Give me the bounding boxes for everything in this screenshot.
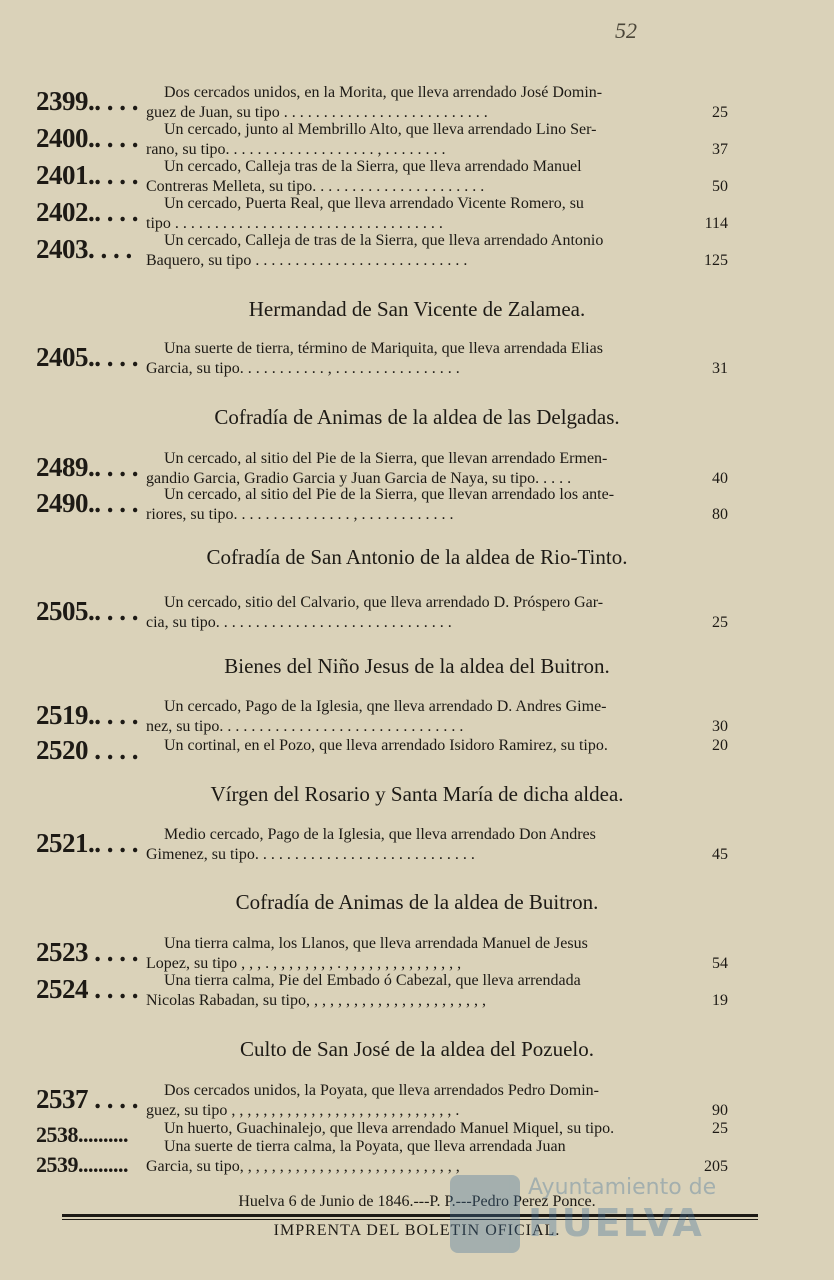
section-heading: Hermandad de San Vicente de Zalamea. (248, 297, 586, 321)
entry-amount: 20 (712, 737, 728, 754)
entry-text-line1: Una suerte de tierra calma, la Poyata, que lleva arrendada Juan (164, 1138, 566, 1155)
entry-text-line2: guez de Juan, su tipo . . . . . . . . . . . . . . . . . . . . . . . . . . (146, 104, 488, 121)
section-heading: Bienes del Niño Jesus de la aldea del Buitron. (224, 654, 610, 678)
entry-text-line2: Lopez, su tipo , , , . , , , , , , , , . , , , , , , , , , , , , , , , (146, 955, 462, 972)
coat-of-arms-icon (450, 1175, 520, 1253)
entry-text-line1: Un cercado, sitio del Calvario, que lleva arrendado D. Próspero Gar- (164, 594, 604, 611)
entry-amount: 90 (712, 1102, 728, 1119)
entry-text-line1: Un cercado, al sitio del Pie de la Sierra, que llevan arrendado los ante- (164, 486, 615, 503)
section-heading: Culto de San José de la aldea del Pozuelo. (240, 1037, 594, 1061)
entry-amount: 25 (712, 1120, 728, 1137)
entry-2402 (36, 195, 728, 235)
entry-2521 (36, 826, 728, 866)
entry-text-line2: cia, su tipo. . . . . . . . . . . . . . . . . . . . . . . . . . . . . . (146, 614, 452, 631)
entry-amount: 31 (712, 360, 728, 377)
entry-text-line2: Gimenez, su tipo. . . . . . . . . . . . . . . . . . . . . . . . . . . . (146, 846, 475, 863)
entry-text-line1: Un cercado, al sitio del Pie de la Sierra, que llevan arrendado Ermen- (164, 450, 608, 467)
entry-number: 2538.......... (36, 1122, 128, 1147)
entry-number: 2537 . . . . (36, 1084, 138, 1114)
entry-text-line2: Garcia, su tipo. . . . . . . . . . . , . . . . . . . . . . . . . . . . (146, 360, 460, 377)
entry-text-line1: Un cercado, junto al Membrillo Alto, que lleva arrendado Lino Ser- (164, 121, 597, 138)
entry-number: 2539.......... (36, 1152, 128, 1177)
entry-2519 (36, 698, 728, 738)
entry-text-line1: Un cercado, Pago de la Iglesia, qne lleva arrendado D. Andres Gime- (164, 698, 607, 715)
entry-2489 (36, 450, 728, 490)
entry-number: 2505.. . . . (36, 596, 138, 626)
entry-number: 2399.. . . . (36, 86, 138, 116)
entry-2523 (36, 935, 728, 975)
entry-text-line1: Una tierra calma, los Llanos, que lleva arrendada Manuel de Jesus (164, 935, 588, 952)
entry-2524 (36, 972, 728, 1012)
entry-number: 2402.. . . . (36, 197, 138, 227)
entry-number: 2489.. . . . (36, 452, 138, 482)
archive-watermark (440, 1175, 770, 1255)
entry-amount: 25 (712, 614, 728, 631)
signature-line: Huelva 6 de Junio de 1846.---P. P.---Pedro Perez Ponce. (238, 1193, 596, 1210)
entry-amount: 37 (712, 141, 728, 158)
entry-text-line2: Contreras Melleta, su tipo. . . . . . . . . . . . . . . . . . . . . . (146, 178, 485, 195)
entry-text-line2: tipo . . . . . . . . . . . . . . . . . . . . . . . . . . . . . . . . . . (146, 215, 443, 232)
entry-amount: 125 (704, 252, 728, 269)
entry-amount: 205 (704, 1158, 728, 1175)
entry-text-line1: Medio cercado, Pago de la Iglesia, que lleva arrendado Don Andres (164, 826, 596, 843)
watermark-big-text: HUELVA (528, 1201, 704, 1245)
entry-text-line1: Un cercado, Calleja de tras de la Sierra, que lleva arrendado Antonio (164, 232, 604, 249)
entry-2403 (36, 232, 728, 272)
entry-text-line2: Nicolas Rabadan, su tipo, , , , , , , , , , , , , , , , , , , , , , , (146, 992, 486, 1009)
entry-amount: 19 (712, 992, 728, 1009)
watermark-top-text: Ayuntamiento de (528, 1175, 717, 1200)
entry-text-line2: riores, su tipo. . . . . . . . . . . . . . . , . . . . . . . . . . . . (146, 506, 454, 523)
entry-text-line1: Dos cercados unidos, la Poyata, que lleva arrendados Pedro Domin- (164, 1082, 599, 1099)
entry-number: 2523 . . . . (36, 937, 138, 967)
entry-number: 2400.. . . . (36, 123, 138, 153)
section-heading: Cofradía de Animas de la aldea de las Delgadas. (214, 405, 620, 429)
entry-text-line1: Una suerte de tierra, término de Mariquita, que lleva arrendada Elias (164, 340, 603, 357)
entry-2405 (36, 340, 728, 380)
entry-number: 2520 . . . . (36, 735, 138, 765)
entry-2539 (36, 1138, 728, 1178)
page-number-mark: 52 (615, 18, 637, 43)
printer-line: IMPRENTA DEL BOLETIN OFICIAL. (273, 1222, 561, 1239)
entry-amount: 25 (712, 104, 728, 121)
entry-text-line1: Un cercado, Calleja tras de la Sierra, que lleva arrendado Manuel (164, 158, 582, 175)
entry-amount: 80 (712, 506, 728, 523)
entry-number: 2405.. . . . (36, 342, 138, 372)
entry-amount: 54 (712, 955, 728, 972)
entry-text-line2: nez, su tipo. . . . . . . . . . . . . . . . . . . . . . . . . . . . . . . (146, 718, 464, 735)
entry-number: 2401.. . . . (36, 160, 138, 190)
entry-2400 (36, 121, 728, 161)
entry-text-line2: guez, su tipo , , , , , , , , , , , , , , , , , , , , , , , , , , , , . (146, 1102, 460, 1119)
entry-amount: 50 (712, 178, 728, 195)
entry-amount: 30 (712, 718, 728, 735)
entry-text-line2: Garcia, su tipo, , , , , , , , , , , , , , , , , , , , , , , , , , , , (146, 1158, 460, 1175)
entry-2520 (36, 733, 728, 773)
entry-amount: 114 (704, 215, 728, 232)
entry-2490 (36, 486, 728, 526)
section-heading: Cofradía de San Antonio de la aldea de Rio-Tinto. (206, 545, 628, 569)
entry-text-line2: Baquero, su tipo . . . . . . . . . . . . . . . . . . . . . . . . . . . (146, 252, 468, 269)
entry-2505 (36, 594, 728, 634)
entry-text-line1: Un cercado, Puerta Real, que lleva arrendado Vicente Romero, su (164, 195, 584, 212)
entry-amount: 45 (712, 846, 728, 863)
entry-text-line1: Una tierra calma, Pie del Embado ó Cabezal, que lleva arrendada (164, 972, 581, 989)
entry-number: 2490.. . . . (36, 488, 138, 518)
section-heading: Cofradía de Animas de la aldea de Buitron. (235, 890, 599, 914)
entry-2401 (36, 158, 728, 198)
entry-text-line1: Un huerto, Guachinalejo, que lleva arrendado Manuel Miquel, su tipo. (164, 1120, 615, 1137)
entry-number: 2403. . . . (36, 234, 132, 264)
entry-amount: 40 (712, 470, 728, 487)
entry-number: 2524 . . . . (36, 974, 138, 1004)
entry-text-line1: Un cortinal, en el Pozo, que lleva arrendado Isidoro Ramirez, su tipo. (164, 737, 608, 754)
entry-2399 (36, 84, 728, 124)
entry-text-line1: Dos cercados unidos, en la Morita, que lleva arrendado José Domin- (164, 84, 603, 101)
entry-text-line2: gandio Garcia, Gradio Garcia y Juan Garcia de Naya, su tipo. . . . . (146, 470, 572, 487)
entry-number: 2521.. . . . (36, 828, 138, 858)
section-heading: Vírgen del Rosario y Santa María de dicha aldea. (210, 782, 624, 806)
entry-number: 2519.. . . . (36, 700, 138, 730)
entry-text-line2: rano, su tipo. . . . . . . . . . . . . . . . . . . , . . . . . . . . (146, 141, 446, 158)
